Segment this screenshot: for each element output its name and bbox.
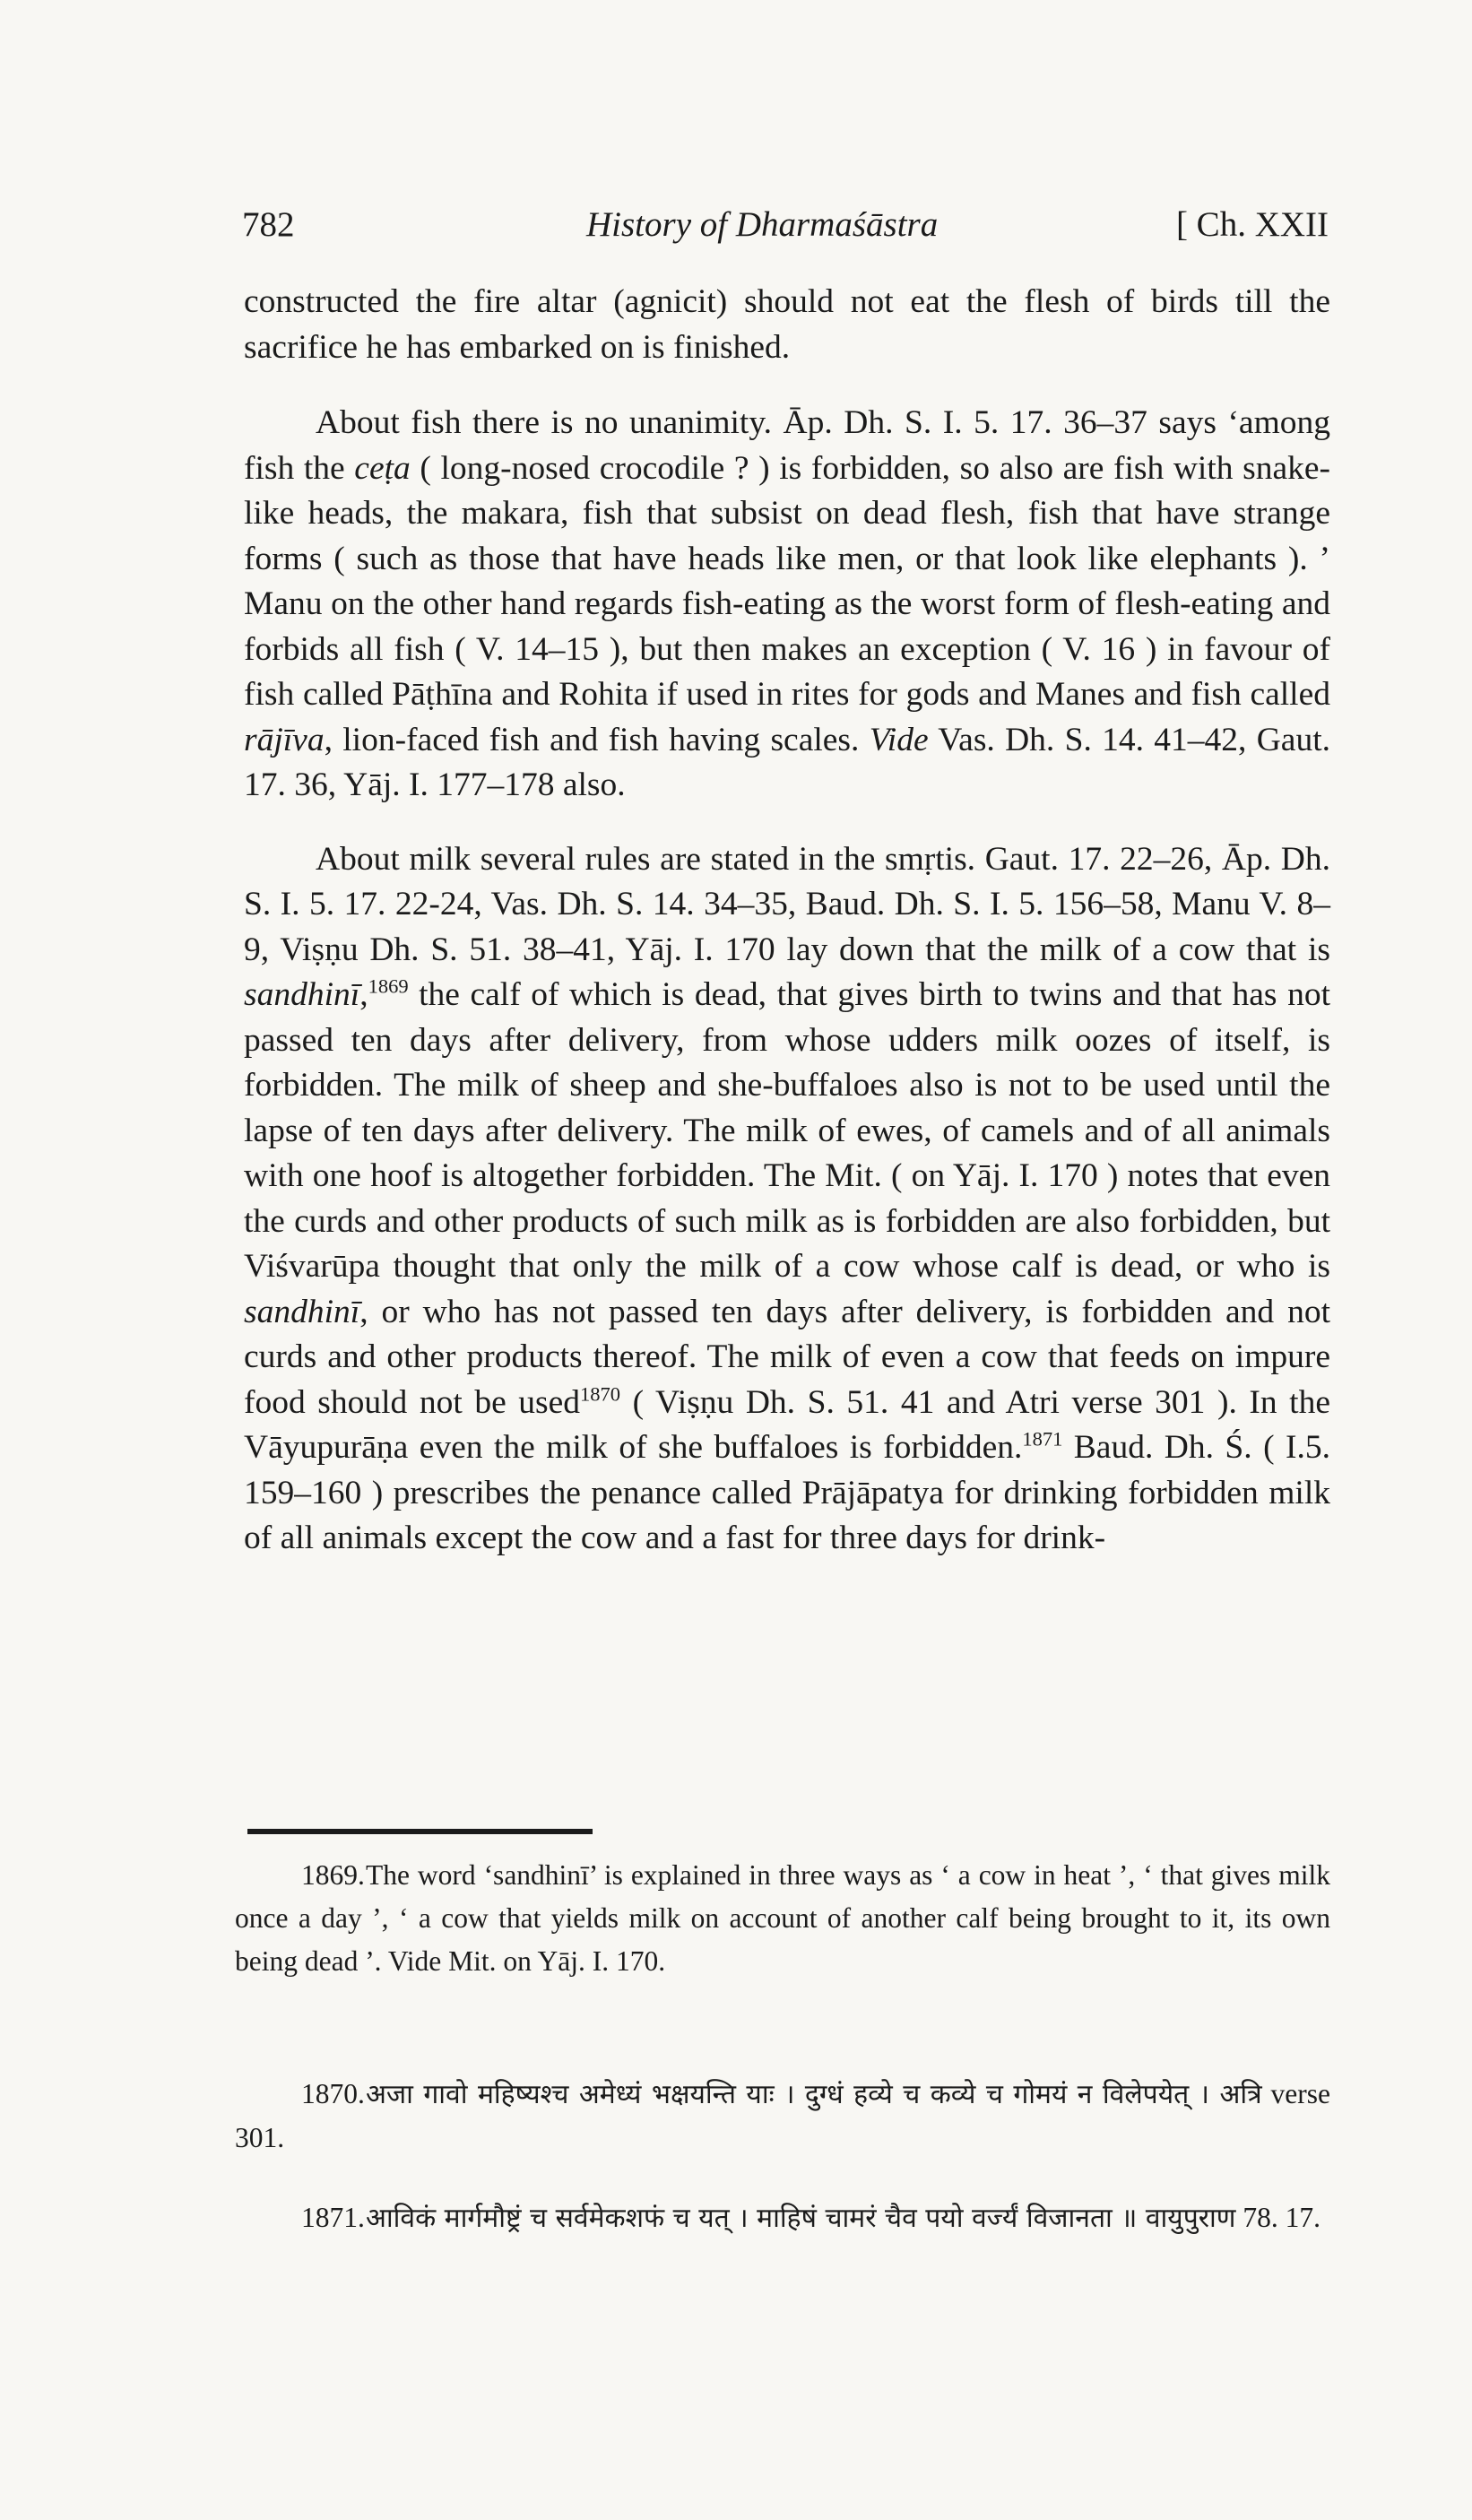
paragraph-fish bbox=[244, 401, 1330, 809]
italic-term: sandhinī bbox=[244, 976, 360, 1013]
footnote-number: 1869. bbox=[301, 1859, 365, 1891]
footnote-number: 1871. bbox=[301, 2202, 365, 2233]
text-run: About milk several rules are stated in the smṛtis. Gaut. 17. 22–26, Āp. Dh. S. I. 5. 17. 22-24, Vas. Dh. S. 14. 34–35, Baud. Dh. S. I. 5. 156–58, Manu V. 8–9, Viṣṇu Dh. S. 51. 38–41, Yāj. I. 170 lay down that the milk of a cow that is bbox=[244, 840, 1330, 968]
italic-term: ceṭa bbox=[354, 449, 411, 487]
footnote-ref-1870[interactable]: 1870 bbox=[580, 1382, 621, 1405]
footnote-ref-1869[interactable]: 1869 bbox=[368, 974, 409, 998]
footnote-1871 bbox=[235, 2196, 1330, 2240]
page-number: 782 bbox=[242, 205, 295, 244]
text-run: Baud. Dh. Ś. ( I.5. 159–160 ) prescribes the penance called Prājāpatya for drinking forbidden milk of all animals except the cow and a fast for three days for drink- bbox=[244, 1429, 1330, 1556]
running-title: History of Dharmaśāstra bbox=[586, 205, 939, 244]
footnote-sanskrit: अजा गावो महिष्यश्च अमेध्यं भक्षयन्ति याः । दुग्धं हव्ये च कव्ये च गोमयं न विलेपयेत् । अत्रि bbox=[366, 2079, 1262, 2110]
text-run: About fish there is no unanimity. Āp. Dh. S. I. 5. 17. 36–37 says ‘among fish the bbox=[244, 404, 1330, 487]
footnote-text: The word ‘sandhinī’ is explained in three ways as ‘ a cow in heat ’, ‘ that gives milk once a day ’, ‘ a cow that yields milk on account of another calf being brought to it, its own being dead ’. Vide Mit. on Yāj. I. 170. bbox=[235, 1859, 1330, 1977]
footnote-number: 1870. bbox=[301, 2078, 365, 2109]
running-header bbox=[242, 204, 1329, 258]
footnote-1870 bbox=[235, 2073, 1330, 2160]
text-run: , or who has not passed ten days after delivery, is forbidden and not curds and other products thereof. The milk of even a cow that feeds on impure food should not be used bbox=[244, 1293, 1330, 1421]
footnote-ref-1871[interactable]: 1871 bbox=[1022, 1427, 1063, 1451]
italic-term: rājīva bbox=[244, 721, 325, 758]
footnote-sanskrit: आविकं मार्गमौष्ट्रं च सर्वमेकशफं च यत् । माहिषं चामरं चैव पयो वर्ज्यं विजानता ॥ वायुपुराण bbox=[366, 2203, 1236, 2234]
text-run: the calf of which is dead, that gives birth to twins and that has not passed ten days after delivery, from whose udders milk oozes of itself, is forbidden. The milk of sheep and she-buffaloes also is not to be used until the lapse of ten days after delivery. The milk of ewes, of camels and of all animals with one hoof is altogether forbidden. The Mit. ( on Yāj. I. 170 ) notes that even the curds and other products of such milk as is forbidden are also forbidden, but Viśvarūpa thought that only the milk of a cow whose calf is dead, or who is bbox=[244, 976, 1330, 1285]
main-text bbox=[244, 280, 1330, 1590]
text-run: ( Viṣṇu Dh. S. 51. 41 and Atri verse 301 ). In the Vāyupurāṇa even the milk of she buffaloes is forbidden. bbox=[244, 1383, 1330, 1466]
paragraph-milk: About milk several rules are stated in the smṛtis. Gaut. 17. 22–26, Āp. Dh. S. I. 5. 17. 22-24, Vas. Dh. S. 14. 34–35, Baud. Dh. S. I. 5. 156–58, Manu V. 8–9, Viṣṇu Dh. S. 51. 38–41, Yāj. I. 170 lay down that the milk of a cow that is sandhinī,$^{1869}$ the calf of which is dead, that gives birth to twins and that has not passed ten days after delivery, from whose udders milk oozes of itself, is forbidden. The milk of sheep and she-buffaloes also is not to be used until the lapse of ten days after delivery. The milk of ewes, of camels and of all animals with one hoof is altogether forbidden. The Mit. ( on Yāj. I. 170 ) notes that even the curds and other products of such milk as is forbidden are also forbidden, but Viśvarūpa thought that only the milk of a cow whose calf is dead, or who is sandhinī, or who has not passed ten days after delivery, is forbidden and not curds and other products thereof. The milk of even a cow that feeds on impure food should not be used$^{1870}$ ( Viṣṇu Dh. S. 51. 41 and Atri verse 301 ). In the Vāyupurāṇa even the milk of she buffaloes is forbidden.$^{1871}$ Baud. Dh. Ś. ( I.5. 159–160 ) prescribes the penance called Prājāpatya for drinking forbidden milk of all animals except the cow and a fast for three days for drink- bbox=[244, 840, 1330, 1556]
italic-term: Vide bbox=[869, 721, 929, 758]
text-run: ( long-nosed crocodile ? ) is forbidden, so also are fish with snake-like heads, the makara, fish that subsist on dead flesh, fish that have strange forms ( such as those that have heads like men, or that look like elephants ). ’ Manu on the other hand regards fish-eating as the worst form of flesh-eating and forbids all fish ( V. 14–15 ), but then makes an exception ( V. 16 ) in favour of fish called Pāṭhīna and Rohita if used in rites for gods and Manes and fish called bbox=[244, 449, 1330, 713]
text-run: , lion-faced fish and fish having scales. bbox=[324, 721, 870, 758]
footnote-separator bbox=[247, 1829, 593, 1834]
footnote-1869 bbox=[235, 1854, 1330, 1983]
footnote-text: verse 301. bbox=[235, 2078, 1331, 2153]
chapter-label: [ Ch. XXII bbox=[1175, 205, 1329, 244]
footnote-text: 78. 17. bbox=[1243, 2202, 1320, 2233]
italic-term: sandhinī bbox=[244, 1293, 360, 1330]
text-run: Vas. Dh. S. 14. 41–42, Gaut. 17. 36, Yāj. I. 177–178 also. bbox=[244, 721, 1330, 803]
paragraph-fire-altar: constructed the fire altar (agnicit) should not eat the flesh of birds till the sacrifice he has embarked on is finished. bbox=[244, 283, 1330, 366]
